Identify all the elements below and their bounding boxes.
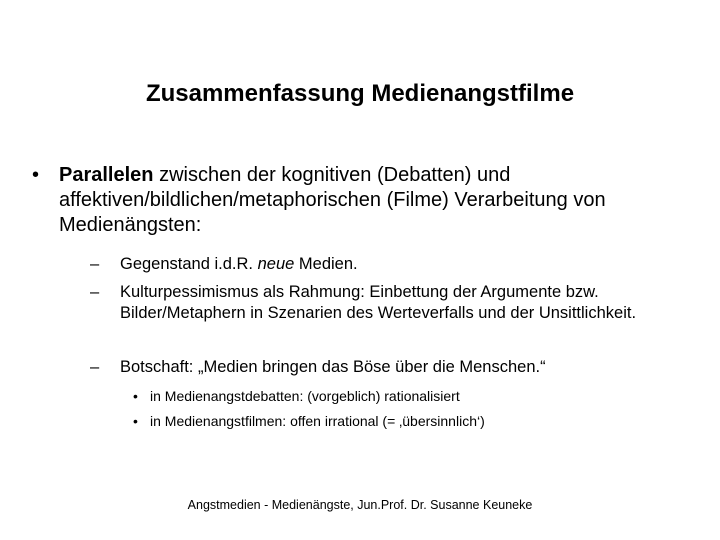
bullet-text: zwischen der kognitiven (Debatten) und affektiven/bildlichen/metaphorischen (Filme) Verarbeitung von Medienängsten: [59, 164, 606, 236]
sub-item-gegenstand [90, 254, 680, 275]
sub-sub-item-text: in Medienangstfilmen: offen irrational (= ‚übersinnlich‘) [150, 413, 485, 429]
bullet-marker: • [32, 164, 40, 186]
sub-item-text: Botschaft: „Medien bringen das Böse über die Menschen.“ [120, 358, 546, 376]
sub-item-kulturpessimismus [90, 282, 660, 324]
dash-marker: – [90, 358, 100, 376]
sub-item-text: Gegenstand i.d.R. [120, 255, 258, 273]
dash-marker: – [90, 283, 100, 301]
sub-item-text-end: Medien. [294, 255, 358, 273]
dot-marker: • [133, 388, 138, 404]
sub-sub-item-debatten [133, 387, 690, 405]
dash-marker: – [90, 255, 100, 273]
sub-item-italic-text: neue [257, 255, 295, 273]
slide-footer: Angstmedien - Medienängste, Jun.Prof. Dr. Susanne Keuneke [187, 498, 533, 512]
dot-marker: • [133, 413, 138, 429]
bullet-bold-text: Parallelen [59, 164, 154, 186]
slide-title: Zusammenfassung Medienangstfilme [145, 80, 575, 107]
sub-sub-item-text: in Medienangstdebatten: (vorgeblich) rationalisiert [150, 388, 460, 404]
sub-sub-item-filme [133, 412, 690, 430]
bullet-parallelen [32, 163, 679, 238]
sub-item-text: Kulturpessimismus als Rahmung: Einbettung der Argumente bzw. Bilder/Metaphern in Szenarien des Werteverfalls und der Unsittlichkeit. [120, 283, 637, 322]
sub-item-botschaft [90, 357, 680, 378]
